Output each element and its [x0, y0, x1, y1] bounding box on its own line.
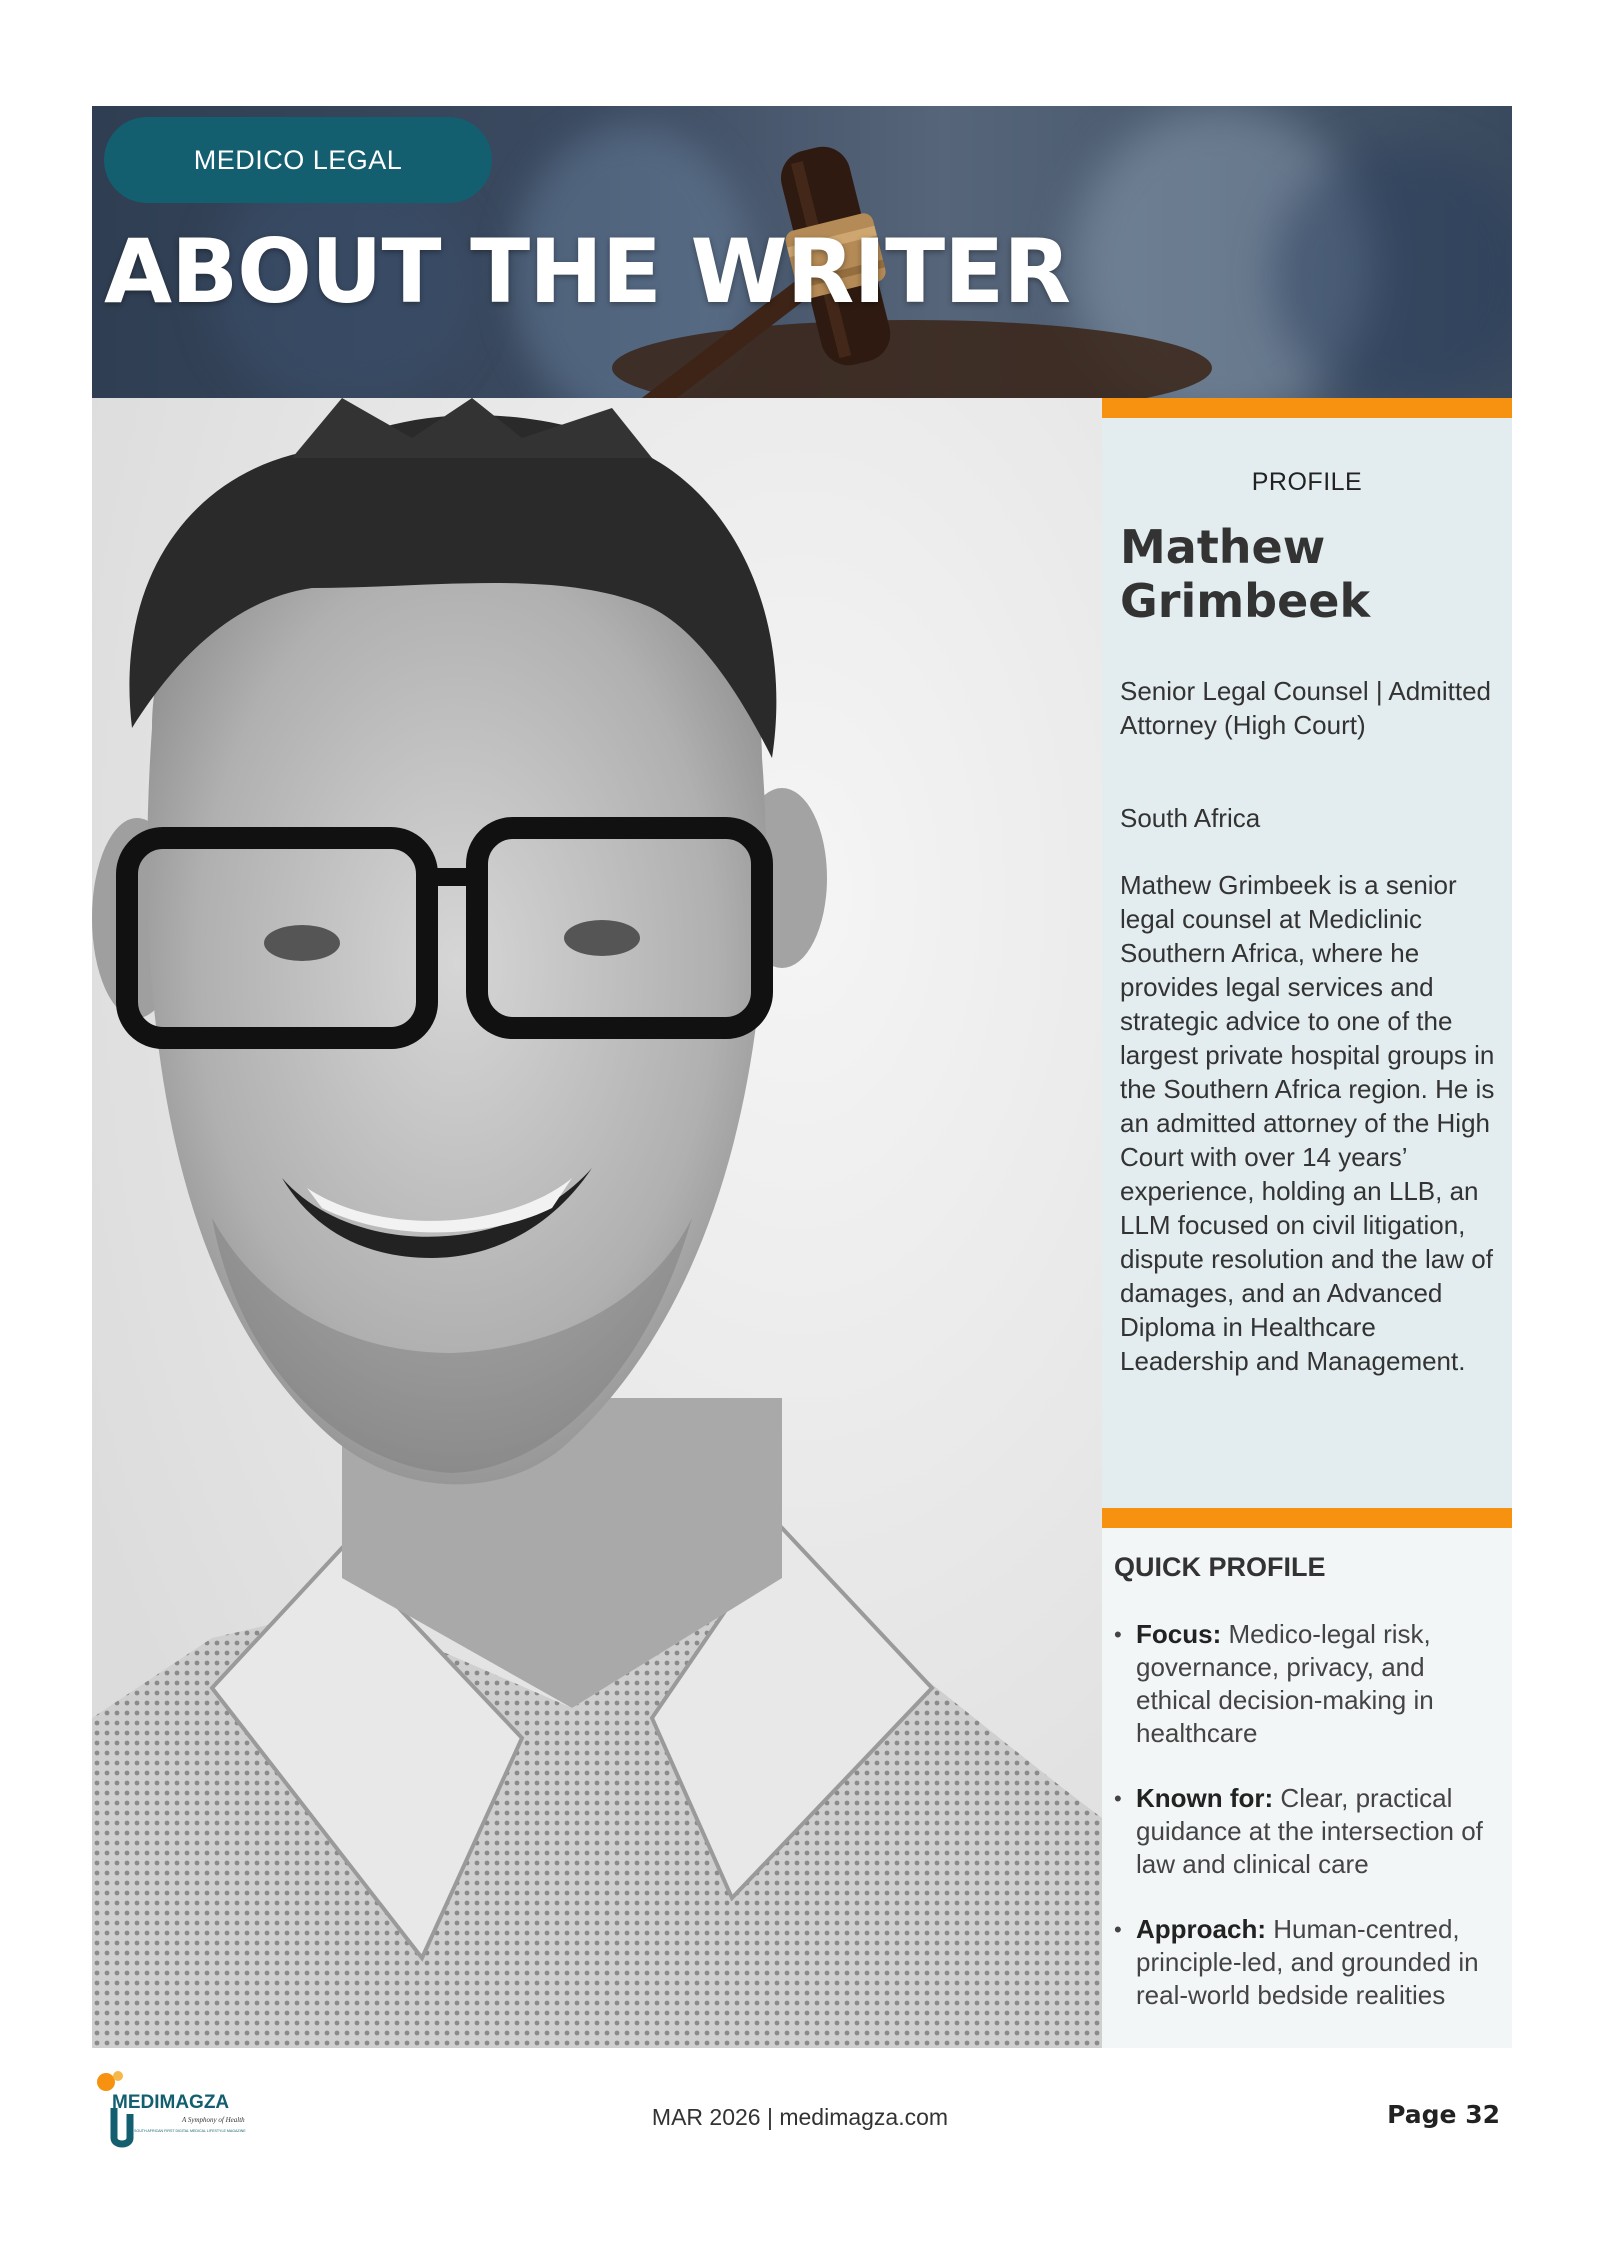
author-portrait [92, 398, 1102, 2048]
quick-profile-text: Human-centred, principle-led, and grounded in real-world bedside realities [1136, 1914, 1479, 2010]
author-location: South Africa [1120, 803, 1261, 833]
quick-profile-label: Known for: [1136, 1783, 1274, 1813]
profile-label: PROFILE [1251, 468, 1363, 496]
quick-profile-label: Approach: [1136, 1914, 1266, 1944]
quick-profile-item-approach [1114, 1913, 1504, 2012]
page-number: Page 32 [1387, 2100, 1500, 2129]
quick-profile-panel [1102, 1508, 1512, 2048]
bullet-icon: • [1114, 1917, 1122, 1942]
logo-subtitle: SOUTH AFRICAN FIRST DIGITAL MEDICAL LIFESTYLE MAGAZINE [134, 2129, 246, 2133]
quick-profile-title: QUICK PROFILE [1114, 1552, 1326, 1582]
quick-profile-item-focus [1114, 1618, 1504, 1750]
section-label: MEDICO LEGAL [104, 117, 492, 203]
quick-profile-text: Medico-legal risk, governance, privacy, and ethical decision-making in healthcare [1136, 1619, 1434, 1748]
author-role: Senior Legal Counsel | Admitted Attorney (High Court) [1120, 676, 1491, 740]
author-name: Mathew Grimbeek [1120, 520, 1371, 628]
page-title: ABOUT THE WRITER [104, 220, 1071, 323]
quick-profile-item-known-for [1114, 1782, 1504, 1881]
profile-panel [1102, 398, 1512, 1508]
bullet-icon: • [1114, 1786, 1122, 1811]
logo-tagline: A Symphony of Health [182, 2116, 245, 2124]
bullet-icon: • [1114, 1622, 1122, 1647]
quick-profile-text: Clear, practical guidance at the intersection of law and clinical care [1136, 1783, 1483, 1879]
quick-profile-list [1114, 1618, 1504, 2044]
quick-profile-label: Focus: [1136, 1619, 1222, 1649]
footer-date-site: MAR 2026 | medimagza.com [651, 2104, 949, 2130]
author-bio: Mathew Grimbeek is a senior legal counsel at Mediclinic Southern Africa, where he provides legal services and strategic advice to one of the largest private hospital groups in the Southern Africa region. He is an admitted attorney of the High Court with over 14 years’ experience, holding an LLB, an LLM focused on civil litigation, dispute resolution and the law of damages, and an Advanced Diploma in Healthcare Leadership and Management. [1120, 870, 1495, 1376]
logo-wordmark: MEDIMAGZA [112, 2092, 230, 2113]
